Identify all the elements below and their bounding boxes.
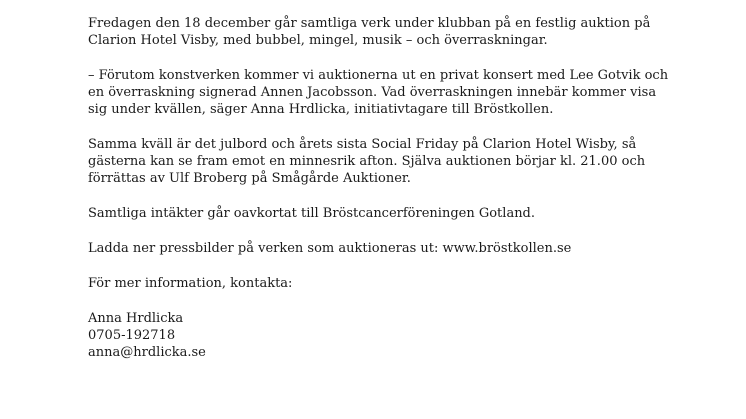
text-line: – Förutom konstverken kommer vi auktionerna ut en privat konsert med Lee Gotvik och xyxy=(88,68,669,83)
paragraph-proceeds xyxy=(88,205,728,222)
text-line: För mer information, kontakta: xyxy=(88,276,293,291)
text-line: Samtliga intäkter går oavkortat till Bröstcancerföreningen Gotland. xyxy=(88,206,536,221)
contact-phone: 0705-192718 xyxy=(88,328,176,343)
press-release-body xyxy=(88,15,728,361)
paragraph-auction-intro xyxy=(88,15,728,49)
paragraph-evening-details xyxy=(88,136,728,187)
paragraph-quote xyxy=(88,67,728,118)
text-line: Fredagen den 18 december går samtliga verk under klubban på en festlig auktion på xyxy=(88,16,651,31)
paragraph-press-images xyxy=(88,240,728,257)
contact-name: Anna Hrdlicka xyxy=(88,311,184,326)
text-line: sig under kvällen, säger Anna Hrdlicka, initiativtagare till Bröstkollen. xyxy=(88,102,554,117)
text-line: Clarion Hotel Visby, med bubbel, mingel, musik – och överraskningar. xyxy=(88,33,548,48)
contact-block xyxy=(88,310,728,361)
text-line: Ladda ner pressbilder på verken som auktioneras ut: www.bröstkollen.se xyxy=(88,241,572,256)
text-line: Samma kväll är det julbord och årets sista Social Friday på Clarion Hotel Wisby, så xyxy=(88,137,637,152)
text-line: en överraskning signerad Annen Jacobsson. Vad överraskningen innebär kommer visa xyxy=(88,85,657,100)
paragraph-more-info xyxy=(88,275,728,292)
contact-email: anna@hrdlicka.se xyxy=(88,345,206,360)
text-line: gästerna kan se fram emot en minnesrik afton. Själva auktionen börjar kl. 21.00 och xyxy=(88,154,646,169)
text-line: förrättas av Ulf Broberg på Smågårde Auktioner. xyxy=(88,171,411,186)
